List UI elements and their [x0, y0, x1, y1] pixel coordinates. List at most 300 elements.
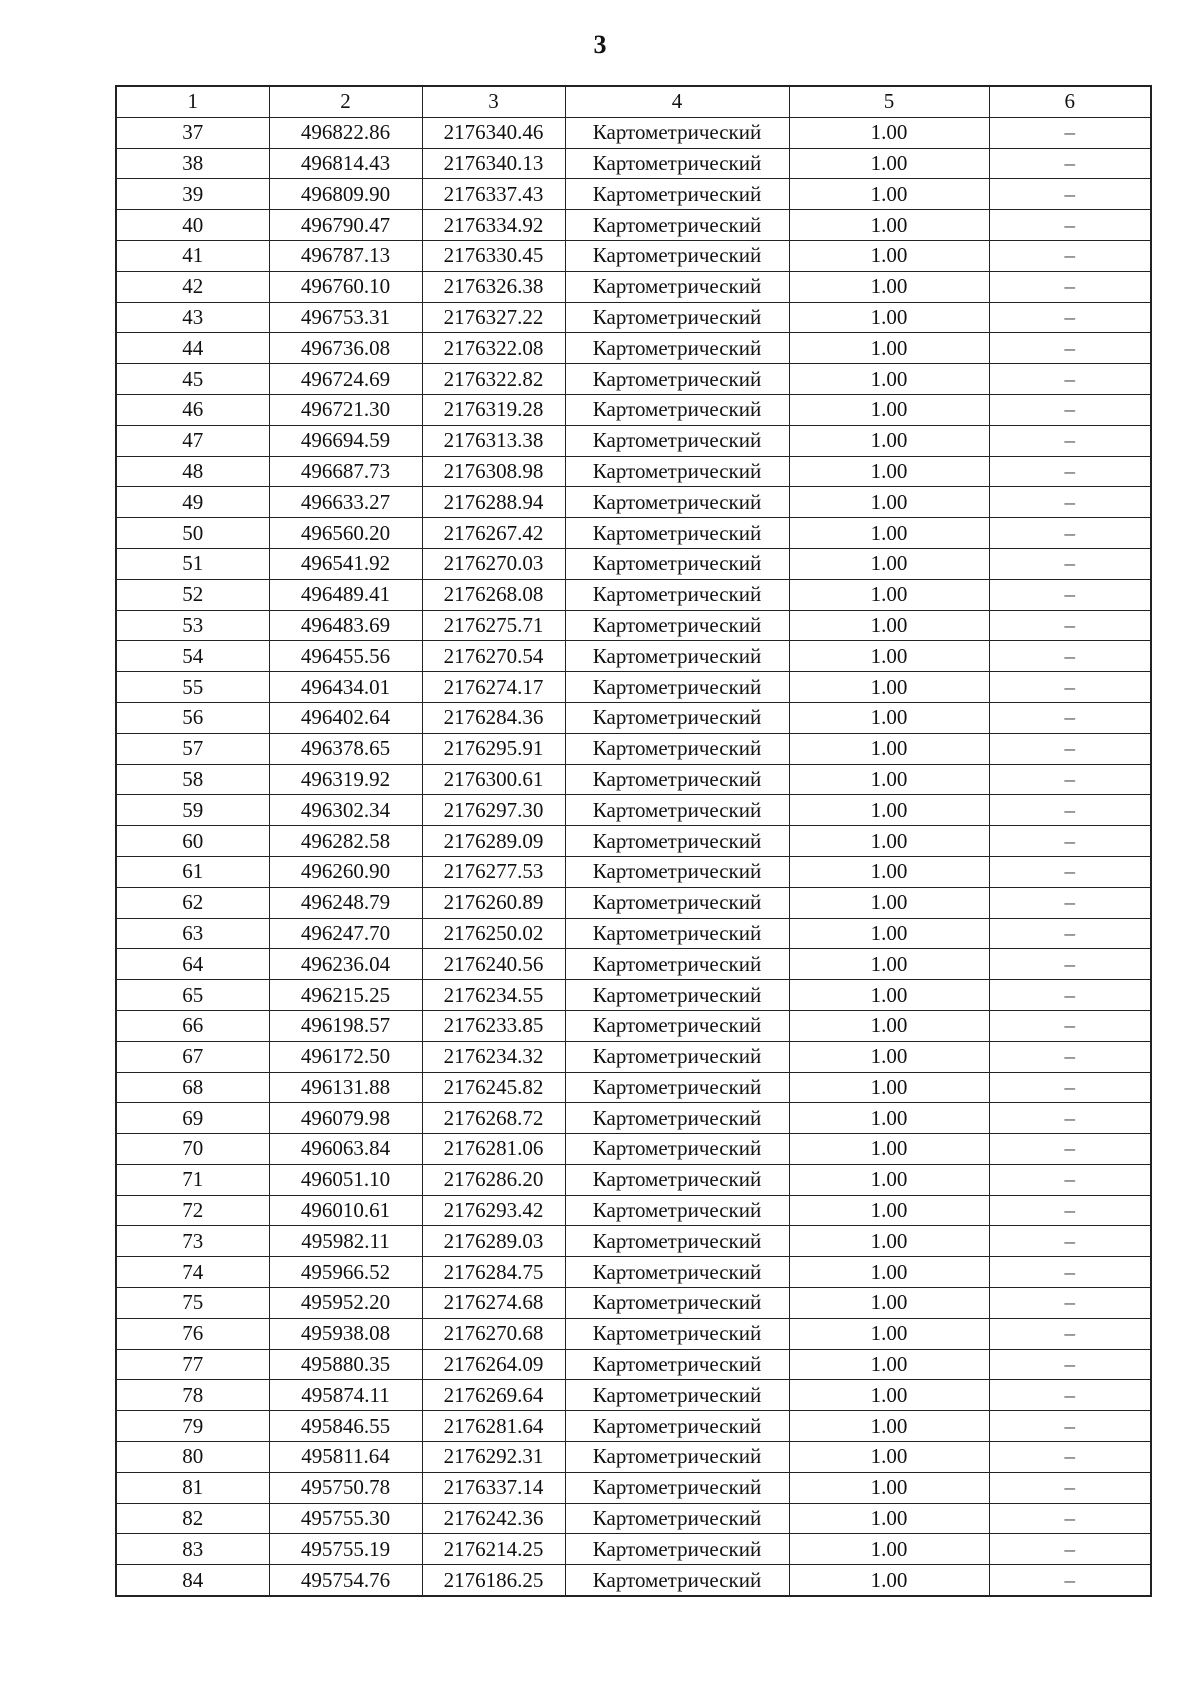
x-coordinate-cell: 496215.25 [269, 980, 422, 1011]
y-coordinate-cell: 2176277.53 [422, 856, 565, 887]
table-row [116, 610, 1151, 641]
y-coordinate-cell: 2176264.09 [422, 1349, 565, 1380]
accuracy-cell: 1.00 [789, 1349, 989, 1380]
header-cell-1: 1 [116, 86, 269, 117]
description-cell: – [989, 826, 1151, 857]
point-number-cell: 75 [116, 1288, 269, 1319]
x-coordinate-cell: 495952.20 [269, 1288, 422, 1319]
x-coordinate-cell: 496402.64 [269, 702, 422, 733]
point-number-cell: 52 [116, 579, 269, 610]
accuracy-cell: 1.00 [789, 610, 989, 641]
method-cell: Картометрический [565, 456, 789, 487]
method-cell: Картометрический [565, 641, 789, 672]
y-coordinate-cell: 2176260.89 [422, 887, 565, 918]
description-cell: – [989, 980, 1151, 1011]
y-coordinate-cell: 2176281.06 [422, 1134, 565, 1165]
x-coordinate-cell: 496198.57 [269, 1010, 422, 1041]
method-cell: Картометрический [565, 117, 789, 148]
point-number-cell: 73 [116, 1226, 269, 1257]
y-coordinate-cell: 2176292.31 [422, 1442, 565, 1473]
description-cell: – [989, 1257, 1151, 1288]
description-cell: – [989, 1226, 1151, 1257]
point-number-cell: 47 [116, 425, 269, 456]
table-row [116, 795, 1151, 826]
accuracy-cell: 1.00 [789, 425, 989, 456]
description-cell: – [989, 856, 1151, 887]
accuracy-cell: 1.00 [789, 333, 989, 364]
description-cell: – [989, 918, 1151, 949]
method-cell: Картометрический [565, 425, 789, 456]
accuracy-cell: 1.00 [789, 1411, 989, 1442]
description-cell: – [989, 1041, 1151, 1072]
method-cell: Картометрический [565, 672, 789, 703]
accuracy-cell: 1.00 [789, 1318, 989, 1349]
x-coordinate-cell: 496560.20 [269, 518, 422, 549]
method-cell: Картометрический [565, 302, 789, 333]
header-cell-6: 6 [989, 86, 1151, 117]
description-cell: – [989, 1103, 1151, 1134]
x-coordinate-cell: 496541.92 [269, 548, 422, 579]
point-number-cell: 81 [116, 1472, 269, 1503]
x-coordinate-cell: 495874.11 [269, 1380, 422, 1411]
y-coordinate-cell: 2176234.32 [422, 1041, 565, 1072]
table-row [116, 117, 1151, 148]
description-cell: – [989, 610, 1151, 641]
x-coordinate-cell: 495755.30 [269, 1503, 422, 1534]
table-row [116, 518, 1151, 549]
x-coordinate-cell: 496063.84 [269, 1134, 422, 1165]
x-coordinate-cell: 495982.11 [269, 1226, 422, 1257]
method-cell: Картометрический [565, 1318, 789, 1349]
table-row [116, 487, 1151, 518]
point-number-cell: 48 [116, 456, 269, 487]
table-row [116, 672, 1151, 703]
description-cell: – [989, 1534, 1151, 1565]
point-number-cell: 74 [116, 1257, 269, 1288]
x-coordinate-cell: 496753.31 [269, 302, 422, 333]
method-cell: Картометрический [565, 271, 789, 302]
description-cell: – [989, 733, 1151, 764]
y-coordinate-cell: 2176214.25 [422, 1534, 565, 1565]
accuracy-cell: 1.00 [789, 394, 989, 425]
x-coordinate-cell: 496260.90 [269, 856, 422, 887]
x-coordinate-cell: 495966.52 [269, 1257, 422, 1288]
x-coordinate-cell: 495938.08 [269, 1318, 422, 1349]
table-row [116, 856, 1151, 887]
y-coordinate-cell: 2176340.13 [422, 148, 565, 179]
point-number-cell: 56 [116, 702, 269, 733]
point-number-cell: 69 [116, 1103, 269, 1134]
point-number-cell: 77 [116, 1349, 269, 1380]
x-coordinate-cell: 496319.92 [269, 764, 422, 795]
header-row [116, 86, 1151, 117]
x-coordinate-cell: 496236.04 [269, 949, 422, 980]
y-coordinate-cell: 2176286.20 [422, 1164, 565, 1195]
accuracy-cell: 1.00 [789, 210, 989, 241]
table-row [116, 733, 1151, 764]
point-number-cell: 83 [116, 1534, 269, 1565]
table-row [116, 394, 1151, 425]
table-row [116, 179, 1151, 210]
x-coordinate-cell: 496302.34 [269, 795, 422, 826]
method-cell: Картометрический [565, 702, 789, 733]
table-row [116, 887, 1151, 918]
accuracy-cell: 1.00 [789, 1472, 989, 1503]
point-number-cell: 51 [116, 548, 269, 579]
x-coordinate-cell: 495750.78 [269, 1472, 422, 1503]
y-coordinate-cell: 2176322.82 [422, 364, 565, 395]
accuracy-cell: 1.00 [789, 579, 989, 610]
y-coordinate-cell: 2176340.46 [422, 117, 565, 148]
accuracy-cell: 1.00 [789, 1134, 989, 1165]
table-row [116, 826, 1151, 857]
table-row [116, 548, 1151, 579]
accuracy-cell: 1.00 [789, 1041, 989, 1072]
point-number-cell: 72 [116, 1195, 269, 1226]
x-coordinate-cell: 496790.47 [269, 210, 422, 241]
accuracy-cell: 1.00 [789, 487, 989, 518]
header-cell-4: 4 [565, 86, 789, 117]
point-number-cell: 44 [116, 333, 269, 364]
accuracy-cell: 1.00 [789, 795, 989, 826]
accuracy-cell: 1.00 [789, 1380, 989, 1411]
accuracy-cell: 1.00 [789, 1288, 989, 1319]
accuracy-cell: 1.00 [789, 1442, 989, 1473]
table-row [116, 764, 1151, 795]
point-number-cell: 64 [116, 949, 269, 980]
description-cell: – [989, 672, 1151, 703]
method-cell: Картометрический [565, 1164, 789, 1195]
method-cell: Картометрический [565, 1072, 789, 1103]
accuracy-cell: 1.00 [789, 672, 989, 703]
y-coordinate-cell: 2176274.17 [422, 672, 565, 703]
description-cell: – [989, 271, 1151, 302]
method-cell: Картометрический [565, 887, 789, 918]
description-cell: – [989, 1195, 1151, 1226]
accuracy-cell: 1.00 [789, 1103, 989, 1134]
description-cell: – [989, 425, 1151, 456]
x-coordinate-cell: 496483.69 [269, 610, 422, 641]
point-number-cell: 66 [116, 1010, 269, 1041]
table-row [116, 333, 1151, 364]
x-coordinate-cell: 496721.30 [269, 394, 422, 425]
description-cell: – [989, 1565, 1151, 1596]
y-coordinate-cell: 2176289.03 [422, 1226, 565, 1257]
accuracy-cell: 1.00 [789, 518, 989, 549]
y-coordinate-cell: 2176267.42 [422, 518, 565, 549]
method-cell: Картометрический [565, 148, 789, 179]
method-cell: Картометрический [565, 1349, 789, 1380]
point-number-cell: 78 [116, 1380, 269, 1411]
y-coordinate-cell: 2176274.68 [422, 1288, 565, 1319]
table-row [116, 1380, 1151, 1411]
description-cell: – [989, 1380, 1151, 1411]
method-cell: Картометрический [565, 240, 789, 271]
x-coordinate-cell: 496814.43 [269, 148, 422, 179]
accuracy-cell: 1.00 [789, 179, 989, 210]
table-row [116, 240, 1151, 271]
point-number-cell: 45 [116, 364, 269, 395]
table-header [116, 86, 1151, 117]
x-coordinate-cell: 496736.08 [269, 333, 422, 364]
method-cell: Картометрический [565, 487, 789, 518]
table-row [116, 1164, 1151, 1195]
point-number-cell: 43 [116, 302, 269, 333]
table-row [116, 1442, 1151, 1473]
description-cell: – [989, 1010, 1151, 1041]
description-cell: – [989, 210, 1151, 241]
method-cell: Картометрический [565, 1041, 789, 1072]
method-cell: Картометрический [565, 1010, 789, 1041]
x-coordinate-cell: 495846.55 [269, 1411, 422, 1442]
accuracy-cell: 1.00 [789, 826, 989, 857]
x-coordinate-cell: 496282.58 [269, 826, 422, 857]
y-coordinate-cell: 2176250.02 [422, 918, 565, 949]
description-cell: – [989, 117, 1151, 148]
x-coordinate-cell: 496172.50 [269, 1041, 422, 1072]
point-number-cell: 62 [116, 887, 269, 918]
y-coordinate-cell: 2176284.36 [422, 702, 565, 733]
x-coordinate-cell: 495880.35 [269, 1349, 422, 1380]
table-row [116, 425, 1151, 456]
point-number-cell: 50 [116, 518, 269, 549]
point-number-cell: 68 [116, 1072, 269, 1103]
y-coordinate-cell: 2176337.14 [422, 1472, 565, 1503]
y-coordinate-cell: 2176313.38 [422, 425, 565, 456]
description-cell: – [989, 1349, 1151, 1380]
method-cell: Картометрический [565, 856, 789, 887]
description-cell: – [989, 302, 1151, 333]
method-cell: Картометрический [565, 1380, 789, 1411]
y-coordinate-cell: 2176269.64 [422, 1380, 565, 1411]
description-cell: – [989, 949, 1151, 980]
table-row [116, 364, 1151, 395]
method-cell: Картометрический [565, 579, 789, 610]
table-row [116, 1010, 1151, 1041]
point-number-cell: 58 [116, 764, 269, 795]
y-coordinate-cell: 2176308.98 [422, 456, 565, 487]
table-row [116, 1534, 1151, 1565]
header-cell-5: 5 [789, 86, 989, 117]
coordinates-table [115, 85, 1152, 1597]
description-cell: – [989, 487, 1151, 518]
accuracy-cell: 1.00 [789, 1565, 989, 1596]
description-cell: – [989, 702, 1151, 733]
method-cell: Картометрический [565, 826, 789, 857]
point-number-cell: 46 [116, 394, 269, 425]
table-row [116, 271, 1151, 302]
accuracy-cell: 1.00 [789, 856, 989, 887]
method-cell: Картометрический [565, 980, 789, 1011]
y-coordinate-cell: 2176326.38 [422, 271, 565, 302]
method-cell: Картометрический [565, 394, 789, 425]
point-number-cell: 84 [116, 1565, 269, 1596]
description-cell: – [989, 641, 1151, 672]
table-row [116, 1472, 1151, 1503]
x-coordinate-cell: 496787.13 [269, 240, 422, 271]
description-cell: – [989, 518, 1151, 549]
table-row [116, 1195, 1151, 1226]
method-cell: Картометрический [565, 518, 789, 549]
table-row [116, 1072, 1151, 1103]
method-cell: Картометрический [565, 1411, 789, 1442]
accuracy-cell: 1.00 [789, 1534, 989, 1565]
y-coordinate-cell: 2176186.25 [422, 1565, 565, 1596]
point-number-cell: 39 [116, 179, 269, 210]
y-coordinate-cell: 2176319.28 [422, 394, 565, 425]
description-cell: – [989, 364, 1151, 395]
table-row [116, 1226, 1151, 1257]
description-cell: – [989, 887, 1151, 918]
accuracy-cell: 1.00 [789, 733, 989, 764]
description-cell: – [989, 548, 1151, 579]
accuracy-cell: 1.00 [789, 702, 989, 733]
description-cell: – [989, 1072, 1151, 1103]
accuracy-cell: 1.00 [789, 1257, 989, 1288]
method-cell: Картометрический [565, 1103, 789, 1134]
y-coordinate-cell: 2176234.55 [422, 980, 565, 1011]
accuracy-cell: 1.00 [789, 271, 989, 302]
x-coordinate-cell: 496724.69 [269, 364, 422, 395]
description-cell: – [989, 240, 1151, 271]
accuracy-cell: 1.00 [789, 949, 989, 980]
table-row [116, 210, 1151, 241]
method-cell: Картометрический [565, 764, 789, 795]
x-coordinate-cell: 496694.59 [269, 425, 422, 456]
y-coordinate-cell: 2176245.82 [422, 1072, 565, 1103]
method-cell: Картометрический [565, 548, 789, 579]
y-coordinate-cell: 2176295.91 [422, 733, 565, 764]
accuracy-cell: 1.00 [789, 456, 989, 487]
point-number-cell: 71 [116, 1164, 269, 1195]
table-row [116, 949, 1151, 980]
y-coordinate-cell: 2176270.54 [422, 641, 565, 672]
accuracy-cell: 1.00 [789, 1010, 989, 1041]
y-coordinate-cell: 2176289.09 [422, 826, 565, 857]
table-row [116, 1565, 1151, 1596]
method-cell: Картометрический [565, 364, 789, 395]
point-number-cell: 54 [116, 641, 269, 672]
point-number-cell: 82 [116, 1503, 269, 1534]
point-number-cell: 61 [116, 856, 269, 887]
table-row [116, 1134, 1151, 1165]
x-coordinate-cell: 496489.41 [269, 579, 422, 610]
method-cell: Картометрический [565, 918, 789, 949]
y-coordinate-cell: 2176270.68 [422, 1318, 565, 1349]
y-coordinate-cell: 2176297.30 [422, 795, 565, 826]
table-row [116, 1503, 1151, 1534]
x-coordinate-cell: 495755.19 [269, 1534, 422, 1565]
table-row [116, 456, 1151, 487]
y-coordinate-cell: 2176270.03 [422, 548, 565, 579]
table-row [116, 641, 1151, 672]
y-coordinate-cell: 2176240.56 [422, 949, 565, 980]
x-coordinate-cell: 496809.90 [269, 179, 422, 210]
method-cell: Картометрический [565, 1288, 789, 1319]
point-number-cell: 53 [116, 610, 269, 641]
method-cell: Картометрический [565, 795, 789, 826]
description-cell: – [989, 333, 1151, 364]
point-number-cell: 63 [116, 918, 269, 949]
accuracy-cell: 1.00 [789, 1072, 989, 1103]
y-coordinate-cell: 2176281.64 [422, 1411, 565, 1442]
x-coordinate-cell: 495754.76 [269, 1565, 422, 1596]
description-cell: – [989, 579, 1151, 610]
x-coordinate-cell: 496010.61 [269, 1195, 422, 1226]
point-number-cell: 55 [116, 672, 269, 703]
accuracy-cell: 1.00 [789, 764, 989, 795]
y-coordinate-cell: 2176268.72 [422, 1103, 565, 1134]
description-cell: – [989, 1503, 1151, 1534]
point-number-cell: 76 [116, 1318, 269, 1349]
accuracy-cell: 1.00 [789, 302, 989, 333]
x-coordinate-cell: 496455.56 [269, 641, 422, 672]
description-cell: – [989, 1472, 1151, 1503]
table-row [116, 918, 1151, 949]
accuracy-cell: 1.00 [789, 1226, 989, 1257]
accuracy-cell: 1.00 [789, 1164, 989, 1195]
method-cell: Картометрический [565, 1226, 789, 1257]
y-coordinate-cell: 2176334.92 [422, 210, 565, 241]
x-coordinate-cell: 496051.10 [269, 1164, 422, 1195]
method-cell: Картометрический [565, 1134, 789, 1165]
table-body [116, 117, 1151, 1596]
description-cell: – [989, 1134, 1151, 1165]
table-row [116, 1041, 1151, 1072]
y-coordinate-cell: 2176293.42 [422, 1195, 565, 1226]
y-coordinate-cell: 2176337.43 [422, 179, 565, 210]
x-coordinate-cell: 496434.01 [269, 672, 422, 703]
x-coordinate-cell: 496633.27 [269, 487, 422, 518]
table-row [116, 302, 1151, 333]
x-coordinate-cell: 496247.70 [269, 918, 422, 949]
y-coordinate-cell: 2176242.36 [422, 1503, 565, 1534]
method-cell: Картометрический [565, 1442, 789, 1473]
page-number: 3 [593, 30, 607, 59]
table-row [116, 1257, 1151, 1288]
accuracy-cell: 1.00 [789, 148, 989, 179]
x-coordinate-cell: 496822.86 [269, 117, 422, 148]
x-coordinate-cell: 496248.79 [269, 887, 422, 918]
point-number-cell: 60 [116, 826, 269, 857]
accuracy-cell: 1.00 [789, 980, 989, 1011]
header-cell-3: 3 [422, 86, 565, 117]
point-number-cell: 40 [116, 210, 269, 241]
table-row [116, 1288, 1151, 1319]
accuracy-cell: 1.00 [789, 364, 989, 395]
table-row [116, 1411, 1151, 1442]
method-cell: Картометрический [565, 1503, 789, 1534]
point-number-cell: 80 [116, 1442, 269, 1473]
point-number-cell: 67 [116, 1041, 269, 1072]
accuracy-cell: 1.00 [789, 548, 989, 579]
method-cell: Картометрический [565, 1472, 789, 1503]
x-coordinate-cell: 496378.65 [269, 733, 422, 764]
method-cell: Картометрический [565, 179, 789, 210]
accuracy-cell: 1.00 [789, 887, 989, 918]
description-cell: – [989, 1164, 1151, 1195]
description-cell: – [989, 394, 1151, 425]
point-number-cell: 70 [116, 1134, 269, 1165]
point-number-cell: 42 [116, 271, 269, 302]
y-coordinate-cell: 2176327.22 [422, 302, 565, 333]
x-coordinate-cell: 496079.98 [269, 1103, 422, 1134]
point-number-cell: 59 [116, 795, 269, 826]
x-coordinate-cell: 496131.88 [269, 1072, 422, 1103]
description-cell: – [989, 1442, 1151, 1473]
accuracy-cell: 1.00 [789, 1195, 989, 1226]
description-cell: – [989, 1318, 1151, 1349]
